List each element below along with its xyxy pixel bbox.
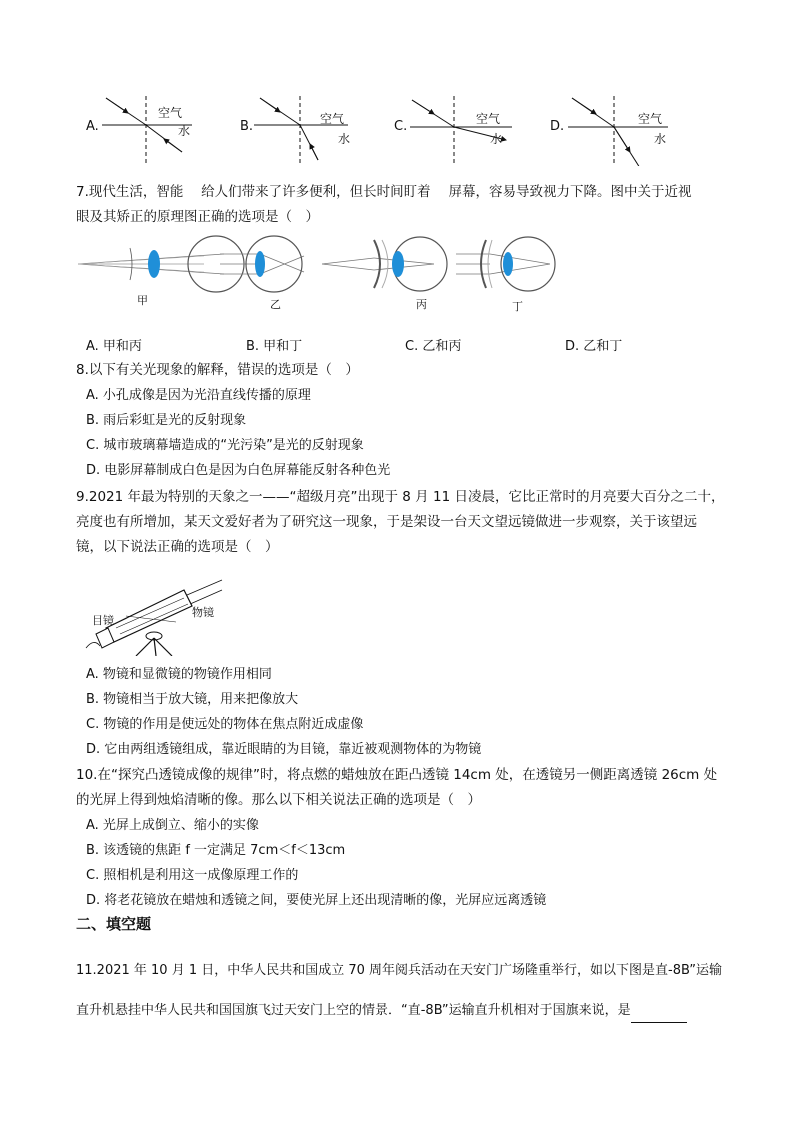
answer-blank[interactable] xyxy=(631,1008,687,1023)
q9-stem-line2: 亮度也有所增加，某天文爱好者为了研究这一现象，于是架设一台天文望远镜做进一步观察，关于该望远 xyxy=(76,514,697,530)
q10-option-c: C. 照相机是利用这一成像原理工作的 xyxy=(86,868,299,883)
q10-stem-line2: 的光屏上得到烛焰清晰的像。那么以下相关说法正确的选项是（ ） xyxy=(76,792,481,808)
q10-option-d: D. 将老花镜放在蜡烛和透镜之间，要使光屏上还出现清晰的像，光屏应远离透镜 xyxy=(86,893,547,908)
q9-option-c: C. 物镜的作用是使远处的物体在焦点附近成虚像 xyxy=(86,717,364,732)
air-label: 空气 xyxy=(158,106,183,120)
refraction-option-a xyxy=(80,94,200,166)
q9-option-a: A. 物镜和显微镜的物镜作用相同 xyxy=(86,667,272,682)
refraction-option-c xyxy=(390,94,520,166)
water-label: 水 xyxy=(654,132,667,146)
eye-label-ding: 丁 xyxy=(512,300,523,313)
eye-label-jia: 甲 xyxy=(137,294,148,307)
eye-diagrams xyxy=(74,234,564,324)
water-label: 水 xyxy=(178,124,191,138)
eye-label-yi: 乙 xyxy=(270,298,281,311)
q7-option-c: C. 乙和丙 xyxy=(405,339,462,354)
section-title: 二、填空题 xyxy=(76,915,152,933)
q8-stem: 8.以下有关光现象的解释，错误的选项是（ ） xyxy=(76,362,359,378)
q8-option-d: D. 电影屏幕制成白色是因为白色屏幕能反射各种色光 xyxy=(86,463,391,478)
q10-stem-line1: 10.在“探究凸透镜成像的规律”时，将点燃的蜡烛放在距凸透镜 14cm 处，在透镜另一侧距离透镜 26cm 处 xyxy=(76,767,718,783)
q7-option-d: D. 乙和丁 xyxy=(565,339,623,354)
eye-diagram-ding xyxy=(456,237,555,291)
option-letter: C. xyxy=(394,119,408,134)
eye-diagram-bing xyxy=(322,237,447,291)
option-letter: D. xyxy=(550,119,565,134)
option-letter: B. xyxy=(240,119,254,134)
q10-option-a: A. 光屏上成倒立、缩小的实像 xyxy=(86,818,259,833)
q9-stem-line1: 9.2021 年最为特别的天象之一——“超级月亮”出现于 8 月 11 日凌晨，它比正常时的月亮要大百分之二十， xyxy=(76,489,725,505)
water-label: 水 xyxy=(490,132,503,146)
refraction-option-d xyxy=(546,94,676,166)
eye-diagram-jia xyxy=(78,236,244,292)
water-label: 水 xyxy=(338,132,351,146)
refraction-option-b xyxy=(236,94,356,166)
q7-stem-line1: 7.现代生活，智能 给人们带来了许多便利，但长时间盯着 屏幕，容易导致视力下降。图中关于近视 xyxy=(76,184,692,200)
q7-option-b: B. 甲和丁 xyxy=(246,339,303,354)
q11-stem-line2 xyxy=(76,998,687,1023)
eyepiece-label: 目镜 xyxy=(92,614,114,627)
q9-option-d: D. 它由两组透镜组成，靠近眼睛的为目镜，靠近被观测物体的为物镜 xyxy=(86,742,482,757)
q11-stem-line1: 11.2021 年 10 月 1 日，中华人民共和国成立 70 周年阅兵活动在天安门广场隆重举行，如以下图是直-8B”运输 xyxy=(76,963,722,978)
q11-stem-text: 直升机悬挂中华人民共和国国旗飞过天安门上空的情景．“直-8B”运输直升机相对于国旗来说，是 xyxy=(76,1003,631,1018)
q9-option-b: B. 物镜相当于放大镜，用来把像放大 xyxy=(86,692,299,707)
q8-option-b: B. 雨后彩虹是光的反射现象 xyxy=(86,413,247,428)
q8-option-c: C. 城市玻璃幕墙造成的“光污染”是光的反射现象 xyxy=(86,438,364,453)
eye-label-bing: 丙 xyxy=(416,298,427,311)
q10-option-b: B. 该透镜的焦距 f 一定满足 7cm＜f＜13cm xyxy=(86,843,346,858)
air-label: 空气 xyxy=(476,112,501,126)
eye-diagram-yi xyxy=(220,236,304,292)
objective-label: 物镜 xyxy=(192,606,214,619)
air-label: 空气 xyxy=(320,112,345,126)
option-letter: A. xyxy=(86,119,99,134)
q8-option-a: A. 小孔成像是因为光沿直线传播的原理 xyxy=(86,388,311,403)
q7-option-a: A. 甲和丙 xyxy=(86,339,142,354)
q7-stem-line2: 眼及其矫正的原理图正确的选项是（ ） xyxy=(76,209,319,225)
q9-stem-line3: 镜，以下说法正确的选项是（ ） xyxy=(76,539,279,555)
air-label: 空气 xyxy=(638,112,663,126)
